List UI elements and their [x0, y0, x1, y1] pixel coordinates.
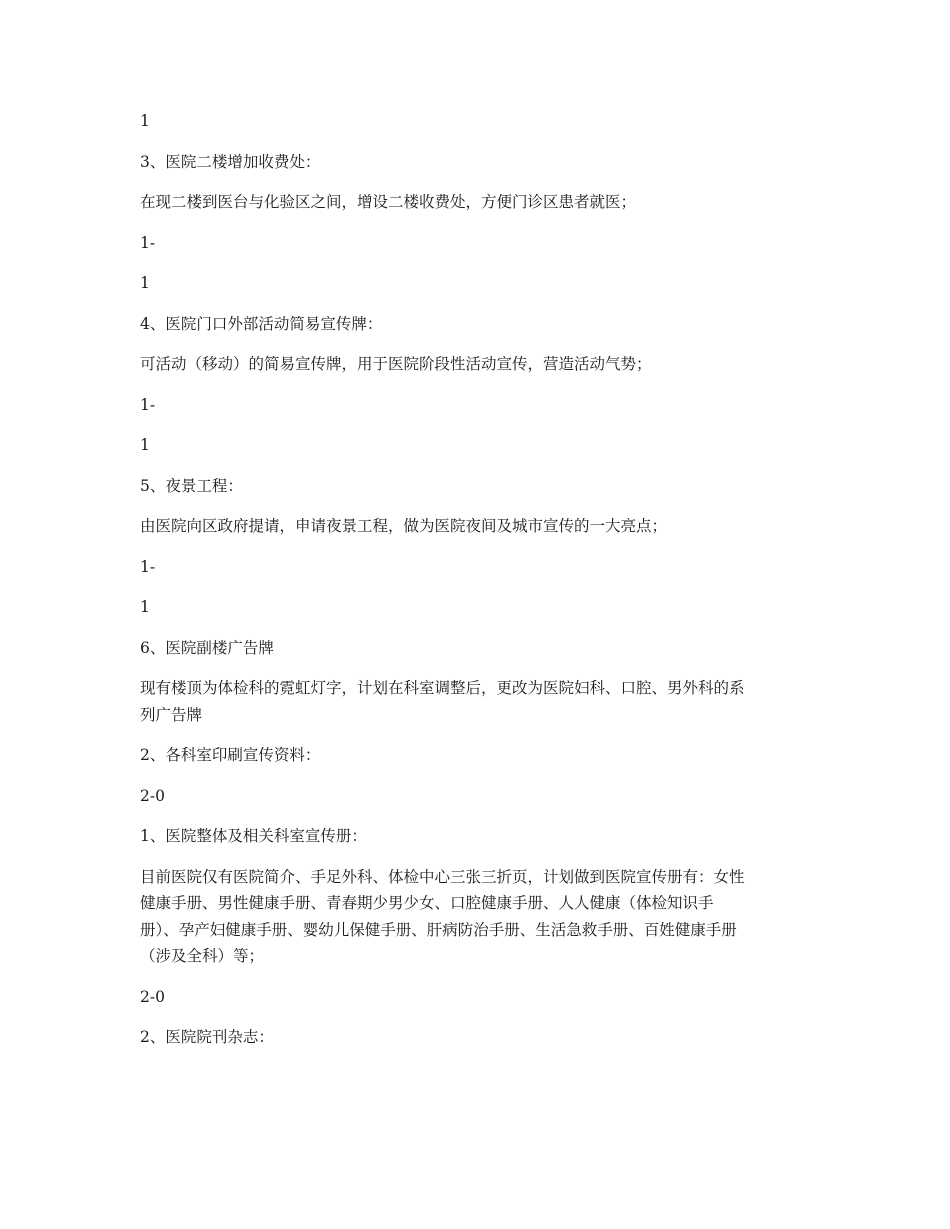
document-body — [140, 108, 820, 1065]
section-heading: 1、医院整体及相关科室宣传册： — [140, 827, 367, 845]
section-heading: 6、医院副楼广告牌 — [140, 638, 274, 657]
section-heading: 2、医院院刊杂志： — [140, 1028, 274, 1046]
index-line: 1 — [140, 598, 150, 616]
index-line: 2-0 — [140, 786, 165, 805]
body-paragraph: 现有楼顶为体检科的霓虹灯字，计划在科室调整后，更改为医院妇科、口腔、男外科的系 列广告牌 — [140, 679, 745, 724]
index-line: 2-0 — [140, 987, 165, 1006]
body-paragraph: 可活动（移动）的简易宣传牌，用于医院阶段性活动宣传，营造活动气势； — [140, 355, 652, 373]
index-line: 1 — [140, 436, 150, 454]
section-heading: 2、各科室印刷宣传资料： — [140, 746, 321, 764]
index-line: 1- — [140, 233, 156, 252]
body-paragraph: 由医院向区政府提请，申请夜景工程，做为医院夜间及城市宣传的一大亮点； — [140, 517, 668, 535]
index-line: 1- — [140, 395, 156, 414]
section-heading: 5、夜景工程： — [140, 476, 243, 495]
body-paragraph: 目前医院仅有医院简介、手足外科、体检中心三张三折页，计划做到医院宣传册有：女性 健康手册、男性健康手册、青春期少男少女、口腔健康手册、人人健康（体检知识手 册）、孕产妇健康手册、婴幼儿保健手册、肝病防治手册、生活急救手册、百姓健康手册 （涉及全科）等； — [140, 867, 745, 965]
index-line: 1- — [140, 557, 156, 576]
body-paragraph: 在现二楼到医台与化验区之间，增设二楼收费处，方便门诊区患者就医； — [140, 193, 637, 211]
section-heading: 4、医院门口外部活动简易宣传牌： — [140, 314, 383, 333]
index-line: 1 — [140, 274, 150, 292]
page-number-line: 1 — [140, 112, 150, 130]
section-heading: 3、医院二楼增加收费处： — [140, 152, 321, 171]
